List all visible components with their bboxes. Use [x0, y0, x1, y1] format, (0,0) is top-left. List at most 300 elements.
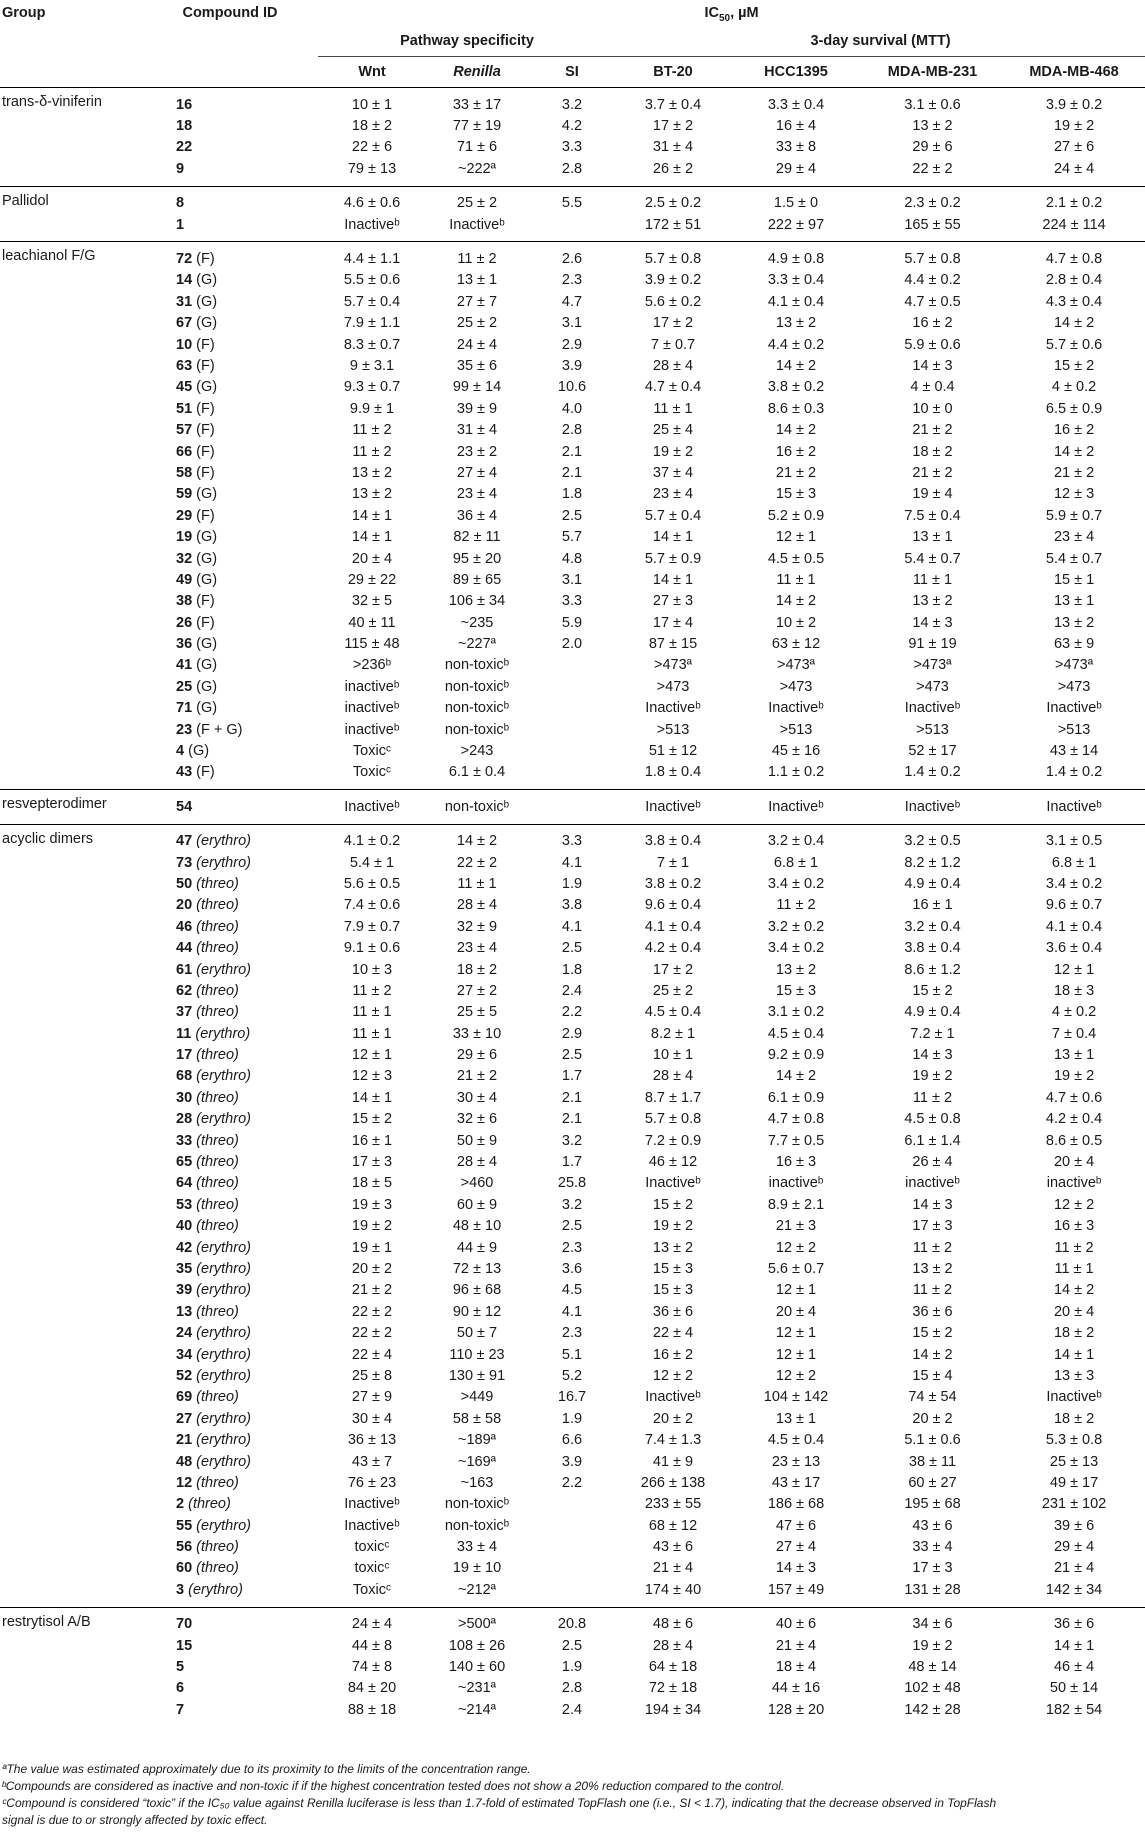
hcc1395-value: 43 ± 17 — [771, 1474, 821, 1491]
wnt-value: 7.9 ± 0.7 — [343, 918, 401, 935]
table-row — [0, 377, 1145, 398]
hcc1395-value: 186 ± 68 — [767, 1496, 825, 1513]
compound-id — [142, 895, 318, 916]
bt20-value: 23 ± 4 — [652, 486, 694, 503]
group-name — [0, 1258, 142, 1279]
wnt-value: 84 ± 20 — [347, 1680, 397, 1697]
si-value: 2.8 — [561, 1680, 583, 1697]
compound-number: 32 — [176, 550, 193, 567]
bt20-value: 9.6 ± 0.4 — [644, 897, 702, 914]
renilla-value: 58 ± 58 — [452, 1410, 502, 1427]
compound-qualifier: (erythro) — [196, 833, 251, 850]
wnt-value: 14 ± 1 — [351, 529, 393, 546]
compound-id — [142, 1451, 318, 1472]
si-value: 3.2 — [561, 1132, 583, 1149]
compound-qualifier: (erythro) — [196, 1432, 251, 1449]
compound-number: 4 — [176, 743, 185, 760]
si-value: 4.1 — [561, 1303, 583, 1320]
wnt-value: 25 ± 8 — [351, 1367, 393, 1384]
group-name — [0, 462, 142, 483]
compound-number: 42 — [176, 1239, 193, 1256]
wnt-value: 30 ± 4 — [351, 1410, 393, 1427]
bt20-value: 25 ± 2 — [652, 982, 694, 999]
hcc1395-value: 14 ± 2 — [775, 422, 817, 439]
bt20-value: 46 ± 12 — [648, 1154, 698, 1171]
compound-number: 38 — [176, 593, 193, 610]
compound-id — [142, 698, 318, 719]
hcc1395-value: 4.4 ± 0.2 — [767, 336, 825, 353]
mda231-value: 165 ± 55 — [904, 216, 961, 233]
compound-number: 2 — [176, 1496, 185, 1513]
compound-qualifier: (erythro) — [196, 1346, 251, 1363]
bt20-value: Inactiveᵇ — [616, 790, 730, 824]
table-row — [0, 441, 1145, 462]
compound-id — [142, 505, 318, 526]
compound-number: 64 — [176, 1175, 193, 1192]
table-row — [0, 355, 1145, 376]
mda468-value: 3.6 ± 0.4 — [1045, 940, 1103, 957]
group-name — [0, 1365, 142, 1386]
hcc1395-value: 21 ± 3 — [775, 1218, 817, 1235]
si-value — [528, 698, 616, 719]
renilla-value: 27 ± 7 — [456, 293, 498, 310]
group-name — [0, 355, 142, 376]
mda468-value: 43 ± 14 — [1049, 743, 1099, 760]
mda468-value: 8.6 ± 0.5 — [1045, 1132, 1103, 1149]
si-value — [528, 1494, 616, 1515]
compound-number: 22 — [176, 139, 193, 156]
si-value: 1.9 — [561, 1659, 583, 1676]
mda231-value: 34 ± 6 — [862, 1607, 1003, 1635]
mda468-value: 2.8 ± 0.4 — [1045, 272, 1103, 289]
mda468-value: 4.1 ± 0.4 — [1045, 918, 1103, 935]
mda231-value: 14 ± 3 — [912, 1047, 953, 1064]
table-row — [0, 186, 1145, 214]
renilla-value: non-toxicᵇ — [444, 1496, 510, 1513]
si-value: 4.0 — [561, 400, 583, 417]
compound-number: 16 — [176, 96, 193, 113]
table-row — [0, 895, 1145, 916]
compound-qualifier: (erythro) — [196, 1367, 251, 1384]
wnt-value: 22 ± 2 — [351, 1325, 393, 1342]
mda231-value: 18 ± 2 — [912, 443, 953, 460]
hcc1395-value: 14 ± 2 — [775, 1068, 817, 1085]
renilla-value: 140 ± 60 — [448, 1659, 506, 1676]
renilla-value: 90 ± 12 — [452, 1303, 502, 1320]
mda468-value: 14 ± 2 — [1053, 443, 1095, 460]
compound-id — [142, 419, 318, 440]
si-value — [528, 1515, 616, 1536]
compound-number: 69 — [176, 1389, 193, 1406]
table-row — [0, 1130, 1145, 1151]
mda468-value: 4.3 ± 0.4 — [1045, 293, 1103, 310]
compound-id — [142, 612, 318, 633]
compound-number: 29 — [176, 507, 193, 524]
compound-number: 33 — [176, 1132, 193, 1149]
mda231-value: 19 ± 2 — [912, 1068, 953, 1085]
compound-qualifier: (G) — [188, 743, 210, 760]
mda468-value: 15 ± 2 — [1053, 357, 1095, 374]
wnt-value: 11 ± 1 — [352, 1025, 392, 1042]
bt20-value: 37 ± 4 — [652, 464, 694, 481]
compound-id — [142, 242, 318, 270]
renilla-value: 22 ± 2 — [456, 854, 498, 871]
table-row — [0, 1607, 1145, 1635]
si-value: 2.4 — [561, 982, 583, 999]
compound-number: 71 — [176, 700, 193, 717]
mda468-value: 4.7 ± 0.8 — [1003, 242, 1145, 270]
si-value: 20.8 — [528, 1607, 616, 1635]
bt20-value: 16 ± 2 — [652, 1346, 694, 1363]
si-value: 2.9 — [561, 1025, 583, 1042]
mda468-value: 23 ± 4 — [1053, 529, 1095, 546]
wnt-value: 5.4 ± 1 — [349, 854, 395, 871]
wnt-value: 4.4 ± 1.1 — [318, 242, 426, 270]
group-label: trans-δ-viniferin — [2, 94, 102, 110]
header-hcc1395: HCC1395 — [764, 64, 828, 80]
group-name — [0, 1558, 142, 1579]
hcc1395-value: 40 ± 6 — [730, 1607, 862, 1635]
hcc1395-value: 12 ± 1 — [775, 1346, 817, 1363]
bt20-value: 266 ± 138 — [640, 1474, 706, 1491]
compound-id — [142, 1579, 318, 1607]
compound-number: 40 — [176, 1218, 193, 1235]
si-value: 5.2 — [561, 1367, 583, 1384]
compound-number: 24 — [176, 1325, 193, 1342]
group-name — [0, 1044, 142, 1065]
si-value — [528, 676, 616, 697]
compound-qualifier: (F) — [196, 593, 215, 610]
compound-number: 9 — [176, 160, 185, 177]
compound-id — [142, 214, 318, 242]
compound-id — [142, 1558, 318, 1579]
mda468-value: 142 ± 34 — [1045, 1581, 1103, 1598]
bt20-value: 27 ± 3 — [652, 593, 694, 610]
si-value: 3.9 — [561, 1453, 583, 1470]
mda231-value: 14 ± 3 — [912, 1196, 953, 1213]
hcc1395-value: 27 ± 4 — [775, 1539, 817, 1556]
mda468-value: >513 — [1057, 721, 1091, 738]
mda468-value: 1.4 ± 0.2 — [1045, 764, 1103, 781]
si-value: 3.3 — [561, 139, 583, 156]
wnt-value: 9.3 ± 0.7 — [343, 379, 401, 396]
mda231-value: 13 ± 2 — [912, 118, 953, 135]
group-name — [0, 1429, 142, 1450]
compound-id — [142, 334, 318, 355]
renilla-value: 33 ± 17 — [426, 88, 528, 116]
table-row — [0, 1280, 1145, 1301]
group-name — [0, 895, 142, 916]
compound-qualifier: (threo) — [196, 1154, 239, 1171]
compound-qualifier: (threo) — [196, 1474, 239, 1491]
bt20-value: 17 ± 4 — [652, 614, 694, 631]
mda231-value: 22 ± 2 — [912, 160, 953, 177]
compound-id — [142, 762, 318, 790]
mda468-value: 16 ± 2 — [1053, 422, 1095, 439]
si-value: 2.5 — [561, 1218, 583, 1235]
bt20-value: >473ª — [653, 657, 693, 674]
compound-number: 60 — [176, 1560, 193, 1577]
bt20-value: 174 ± 40 — [644, 1581, 702, 1598]
compound-id — [142, 1151, 318, 1172]
mda231-value: 8.2 ± 1.2 — [904, 854, 961, 871]
mda231-value: 8.6 ± 1.2 — [904, 961, 961, 978]
bt20-value: 13 ± 2 — [652, 1239, 694, 1256]
compound-id — [142, 1258, 318, 1279]
renilla-value: non-toxicᵇ — [444, 657, 510, 674]
bt20-value: 22 ± 4 — [652, 1325, 694, 1342]
compound-qualifier: (erythro) — [196, 854, 251, 871]
group-name — [0, 1109, 142, 1130]
mda231-value: 13 ± 1 — [912, 529, 953, 546]
hcc1395-value: 18 ± 4 — [775, 1659, 817, 1676]
mda231-value: 7.5 ± 0.4 — [904, 507, 961, 524]
compound-id — [142, 1216, 318, 1237]
wnt-value: Toxicᶜ — [352, 1581, 392, 1598]
compound-number: 35 — [176, 1261, 193, 1277]
renilla-value: ~189ª — [457, 1432, 497, 1449]
compound-number: 41 — [176, 657, 193, 674]
compound-qualifier: (F) — [196, 443, 215, 460]
si-value: 3.6 — [561, 1261, 583, 1277]
header-ic50: $IC_{50}$, µM — [704, 5, 759, 24]
header-mda-mb-231: MDA-MB-231 — [887, 64, 978, 80]
wnt-value: 88 ± 18 — [347, 1701, 397, 1718]
mda468-value: 4.7 ± 0.6 — [1045, 1089, 1103, 1106]
table-row — [0, 1536, 1145, 1557]
hcc1395-value: 21 ± 4 — [775, 1637, 817, 1654]
wnt-value: 5.7 ± 0.4 — [343, 293, 401, 310]
compound-qualifier: (erythro) — [188, 1581, 243, 1598]
mda468-value: 224 ± 114 — [1042, 216, 1106, 233]
si-value: 1.7 — [561, 1068, 583, 1085]
bt20-value: 43 ± 6 — [652, 1539, 694, 1556]
hcc1395-value: 45 ± 16 — [771, 743, 821, 760]
mda468-value: 18 ± 2 — [1053, 1410, 1095, 1427]
table-row — [0, 655, 1145, 676]
compound-number: 34 — [176, 1346, 193, 1363]
compound-qualifier: (threo) — [196, 1089, 239, 1106]
table-row — [0, 115, 1145, 136]
wnt-value: 12 ± 1 — [351, 1047, 393, 1064]
renilla-value: >243 — [460, 743, 494, 760]
renilla-value: 19 ± 10 — [452, 1560, 502, 1577]
compound-qualifier: (F + G) — [196, 721, 243, 738]
group-name — [0, 1173, 142, 1194]
wnt-value: 10 ± 3 — [351, 961, 393, 978]
compound-number: 68 — [176, 1068, 193, 1085]
mda468-value: 24 ± 4 — [1053, 160, 1095, 177]
mda231-value: 15 ± 2 — [912, 982, 953, 999]
mda231-value: 4.4 ± 0.2 — [904, 272, 961, 289]
table-row — [0, 1002, 1145, 1023]
compound-id — [142, 633, 318, 654]
compound-qualifier: (G) — [196, 315, 218, 332]
wnt-value: 20 ± 4 — [351, 550, 393, 567]
renilla-value: >460 — [460, 1175, 494, 1192]
table-row — [0, 1515, 1145, 1536]
table-row — [0, 1109, 1145, 1130]
mda468-value: 5.9 ± 0.7 — [1045, 507, 1103, 524]
renilla-value: 6.1 ± 0.4 — [448, 764, 506, 781]
wnt-value: 19 ± 1 — [351, 1239, 393, 1256]
group-name — [0, 698, 142, 719]
si-value: 2.1 — [561, 1111, 583, 1128]
table-row — [0, 1066, 1145, 1087]
mda468-value: 18 ± 3 — [1053, 982, 1095, 999]
compound-qualifier: (F) — [196, 764, 215, 781]
mda231-value: 1.4 ± 0.2 — [904, 764, 961, 781]
mda468-value: 49 ± 17 — [1049, 1474, 1099, 1491]
si-value: 1.7 — [561, 1154, 583, 1171]
group-name — [0, 526, 142, 547]
renilla-value: non-toxicᵇ — [426, 790, 528, 824]
si-value: 25.8 — [557, 1175, 587, 1192]
wnt-value: 19 ± 3 — [351, 1196, 393, 1213]
compound-number: 25 — [176, 678, 193, 695]
group-name — [0, 1579, 142, 1607]
renilla-value: 31 ± 4 — [456, 422, 498, 439]
bt20-value: 194 ± 34 — [644, 1701, 702, 1718]
mda231-value: 5.4 ± 0.7 — [904, 550, 961, 567]
bt20-value: 11 ± 1 — [653, 400, 693, 417]
mda468-value: 13 ± 1 — [1053, 1047, 1095, 1064]
renilla-value: 72 ± 13 — [452, 1261, 502, 1277]
hcc1395-value: 4.9 ± 0.8 — [730, 242, 862, 270]
wnt-value: Inactiveᵇ — [344, 216, 400, 233]
hcc1395-value: >473 — [779, 678, 813, 695]
bt20-value: 10 ± 1 — [652, 1047, 694, 1064]
si-value: 5.9 — [561, 614, 583, 631]
wnt-value: 21 ± 2 — [351, 1282, 393, 1299]
renilla-value: 13 ± 1 — [456, 272, 498, 289]
bt20-value: 5.7 ± 0.8 — [616, 242, 730, 270]
table-row — [0, 1151, 1145, 1172]
mda468-value: 20 ± 4 — [1053, 1154, 1095, 1171]
mda231-value: 36 ± 6 — [912, 1303, 953, 1320]
compound-number: 6 — [176, 1680, 185, 1697]
mda231-value: 3.2 ± 0.5 — [862, 824, 1003, 852]
compound-number: 20 — [176, 897, 193, 914]
hcc1395-value: inactiveᵇ — [768, 1175, 824, 1192]
table-row — [0, 1678, 1145, 1699]
group-name — [0, 186, 142, 214]
hcc1395-value: 4.1 ± 0.4 — [767, 293, 825, 310]
bt20-value: 5.7 ± 0.4 — [644, 507, 702, 524]
compound-id — [142, 1408, 318, 1429]
bt20-value: 21 ± 4 — [652, 1560, 694, 1577]
compound-qualifier: (G) — [196, 678, 218, 695]
hcc1395-value: 11 ± 2 — [776, 897, 816, 914]
mda231-value: 19 ± 4 — [912, 486, 953, 503]
compound-number: 72 — [176, 251, 193, 268]
compound-id — [142, 1087, 318, 1108]
si-value: 2.2 — [561, 1474, 583, 1491]
group-label: resvepterodimer — [2, 796, 107, 813]
compound-qualifier: (G) — [196, 550, 218, 567]
compound-qualifier: (G) — [196, 636, 218, 653]
compound-qualifier: (F) — [196, 336, 215, 353]
mda231-value: 74 ± 54 — [908, 1389, 957, 1406]
mda231-value: 21 ± 2 — [912, 464, 953, 481]
hcc1395-value: 20 ± 4 — [775, 1303, 817, 1320]
hcc1395-value: 23 ± 13 — [771, 1453, 821, 1470]
compound-qualifier: (erythro) — [195, 1025, 251, 1042]
group-name — [0, 505, 142, 526]
bt20-value: 5.7 ± 0.8 — [644, 1111, 702, 1128]
compound-qualifier: (threo) — [196, 1132, 239, 1149]
hcc1395-value: 157 ± 49 — [767, 1581, 825, 1598]
mda468-value: 19 ± 2 — [1053, 1068, 1095, 1085]
mda231-value: 33 ± 4 — [912, 1539, 953, 1556]
bt20-value: 20 ± 2 — [652, 1410, 694, 1427]
bt20-value: 28 ± 4 — [652, 357, 694, 374]
compound-id — [142, 398, 318, 419]
compound-number: 12 — [176, 1474, 193, 1491]
hcc1395-value: 16 ± 2 — [775, 443, 817, 460]
compound-qualifier: (threo) — [196, 897, 239, 914]
mda468-value: Inactiveᵇ — [1003, 790, 1145, 824]
group-name — [0, 1023, 142, 1044]
table-row — [0, 1472, 1145, 1493]
compound-number: 50 — [176, 875, 193, 892]
bt20-value: 72 ± 18 — [648, 1680, 698, 1697]
group-name — [0, 852, 142, 873]
bt20-value: 19 ± 2 — [652, 443, 694, 460]
compound-number: 3 — [176, 1581, 185, 1598]
mda231-value: 29 ± 6 — [912, 139, 953, 156]
compound-qualifier: (erythro) — [196, 1453, 251, 1470]
hcc1395-value: 1.5 ± 0 — [730, 186, 862, 214]
table-row — [0, 1558, 1145, 1579]
mda468-value: 12 ± 1 — [1053, 961, 1095, 978]
compound-id — [142, 1044, 318, 1065]
mda231-value: 21 ± 2 — [912, 422, 953, 439]
hcc1395-value: 10 ± 2 — [775, 614, 817, 631]
bt20-value: 17 ± 2 — [652, 118, 694, 135]
bt20-value: 48 ± 6 — [616, 1607, 730, 1635]
group-name — [0, 591, 142, 612]
mda468-value: 19 ± 2 — [1053, 118, 1095, 135]
group-name — [0, 1237, 142, 1258]
group-name — [0, 1002, 142, 1023]
renilla-value: 28 ± 4 — [456, 897, 498, 914]
wnt-value: inactiveᵇ — [344, 678, 400, 695]
compound-number: 53 — [176, 1196, 193, 1213]
mda468-value: 12 ± 3 — [1053, 486, 1095, 503]
bt20-value: 51 ± 12 — [648, 743, 698, 760]
si-value: 2.3 — [561, 272, 583, 289]
renilla-value: 30 ± 4 — [456, 1089, 498, 1106]
mda468-value: 27 ± 6 — [1053, 139, 1095, 156]
hcc1395-value: 222 ± 97 — [767, 216, 825, 233]
compound-number: 15 — [176, 1637, 193, 1654]
table-row — [0, 214, 1145, 242]
hcc1395-value: 15 ± 3 — [775, 486, 817, 503]
mda468-value: 46 ± 4 — [1053, 1659, 1095, 1676]
renilla-value: ~163 — [460, 1474, 494, 1491]
hcc1395-value: 14 ± 3 — [775, 1560, 817, 1577]
compound-id — [142, 937, 318, 958]
group-name — [0, 1301, 142, 1322]
bt20-value: 7.4 ± 1.3 — [644, 1432, 702, 1449]
compound-number: 7 — [176, 1701, 185, 1718]
wnt-value: inactiveᵇ — [344, 700, 400, 717]
mda231-value: 13 ± 2 — [912, 593, 953, 610]
mda468-value: 11 ± 2 — [1054, 1239, 1094, 1256]
compound-number: 66 — [176, 443, 193, 460]
group-name — [0, 441, 142, 462]
